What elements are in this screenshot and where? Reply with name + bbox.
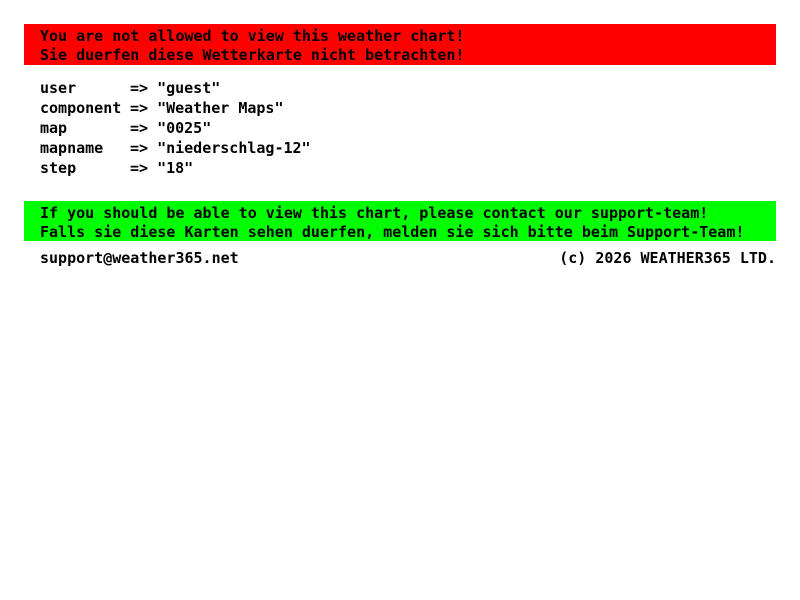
error-banner [24,24,776,65]
footer [40,250,776,266]
arrow-glyph: => [130,159,149,177]
param-key: map [40,119,68,137]
param-value: "18" [157,159,194,177]
param-value: "0025" [157,119,212,137]
info-line-english: If you should be able to view this chart, please contact our support-team! [40,204,709,222]
param-row-user [40,78,311,98]
arrow-glyph: => [130,119,149,137]
error-line-german: Sie duerfen diese Wetterkarte nicht betrachten! [40,46,465,64]
arrow-glyph: => [130,79,149,97]
param-value: "niederschlag-12" [157,139,311,157]
param-row-step [40,158,311,178]
param-row-component [40,98,311,118]
param-key: mapname [40,139,104,157]
param-row-map [40,118,311,138]
param-value: "Weather Maps" [157,99,284,117]
arrow-glyph: => [130,99,149,117]
request-params [40,78,311,178]
param-value: "guest" [157,79,221,97]
error-line-english: You are not allowed to view this weather chart! [40,27,465,45]
param-key: user [40,79,77,97]
info-line-german: Falls sie diese Karten sehen duerfen, melden sie sich bitte beim Support-Team! [40,223,745,241]
support-email: support@weather365.net [40,249,239,267]
param-key: component [40,99,122,117]
arrow-glyph: => [130,139,149,157]
copyright-notice: (c) 2026 WEATHER365 LTD. [559,249,776,267]
param-row-mapname [40,138,311,158]
info-banner [24,201,776,241]
param-key: step [40,159,77,177]
